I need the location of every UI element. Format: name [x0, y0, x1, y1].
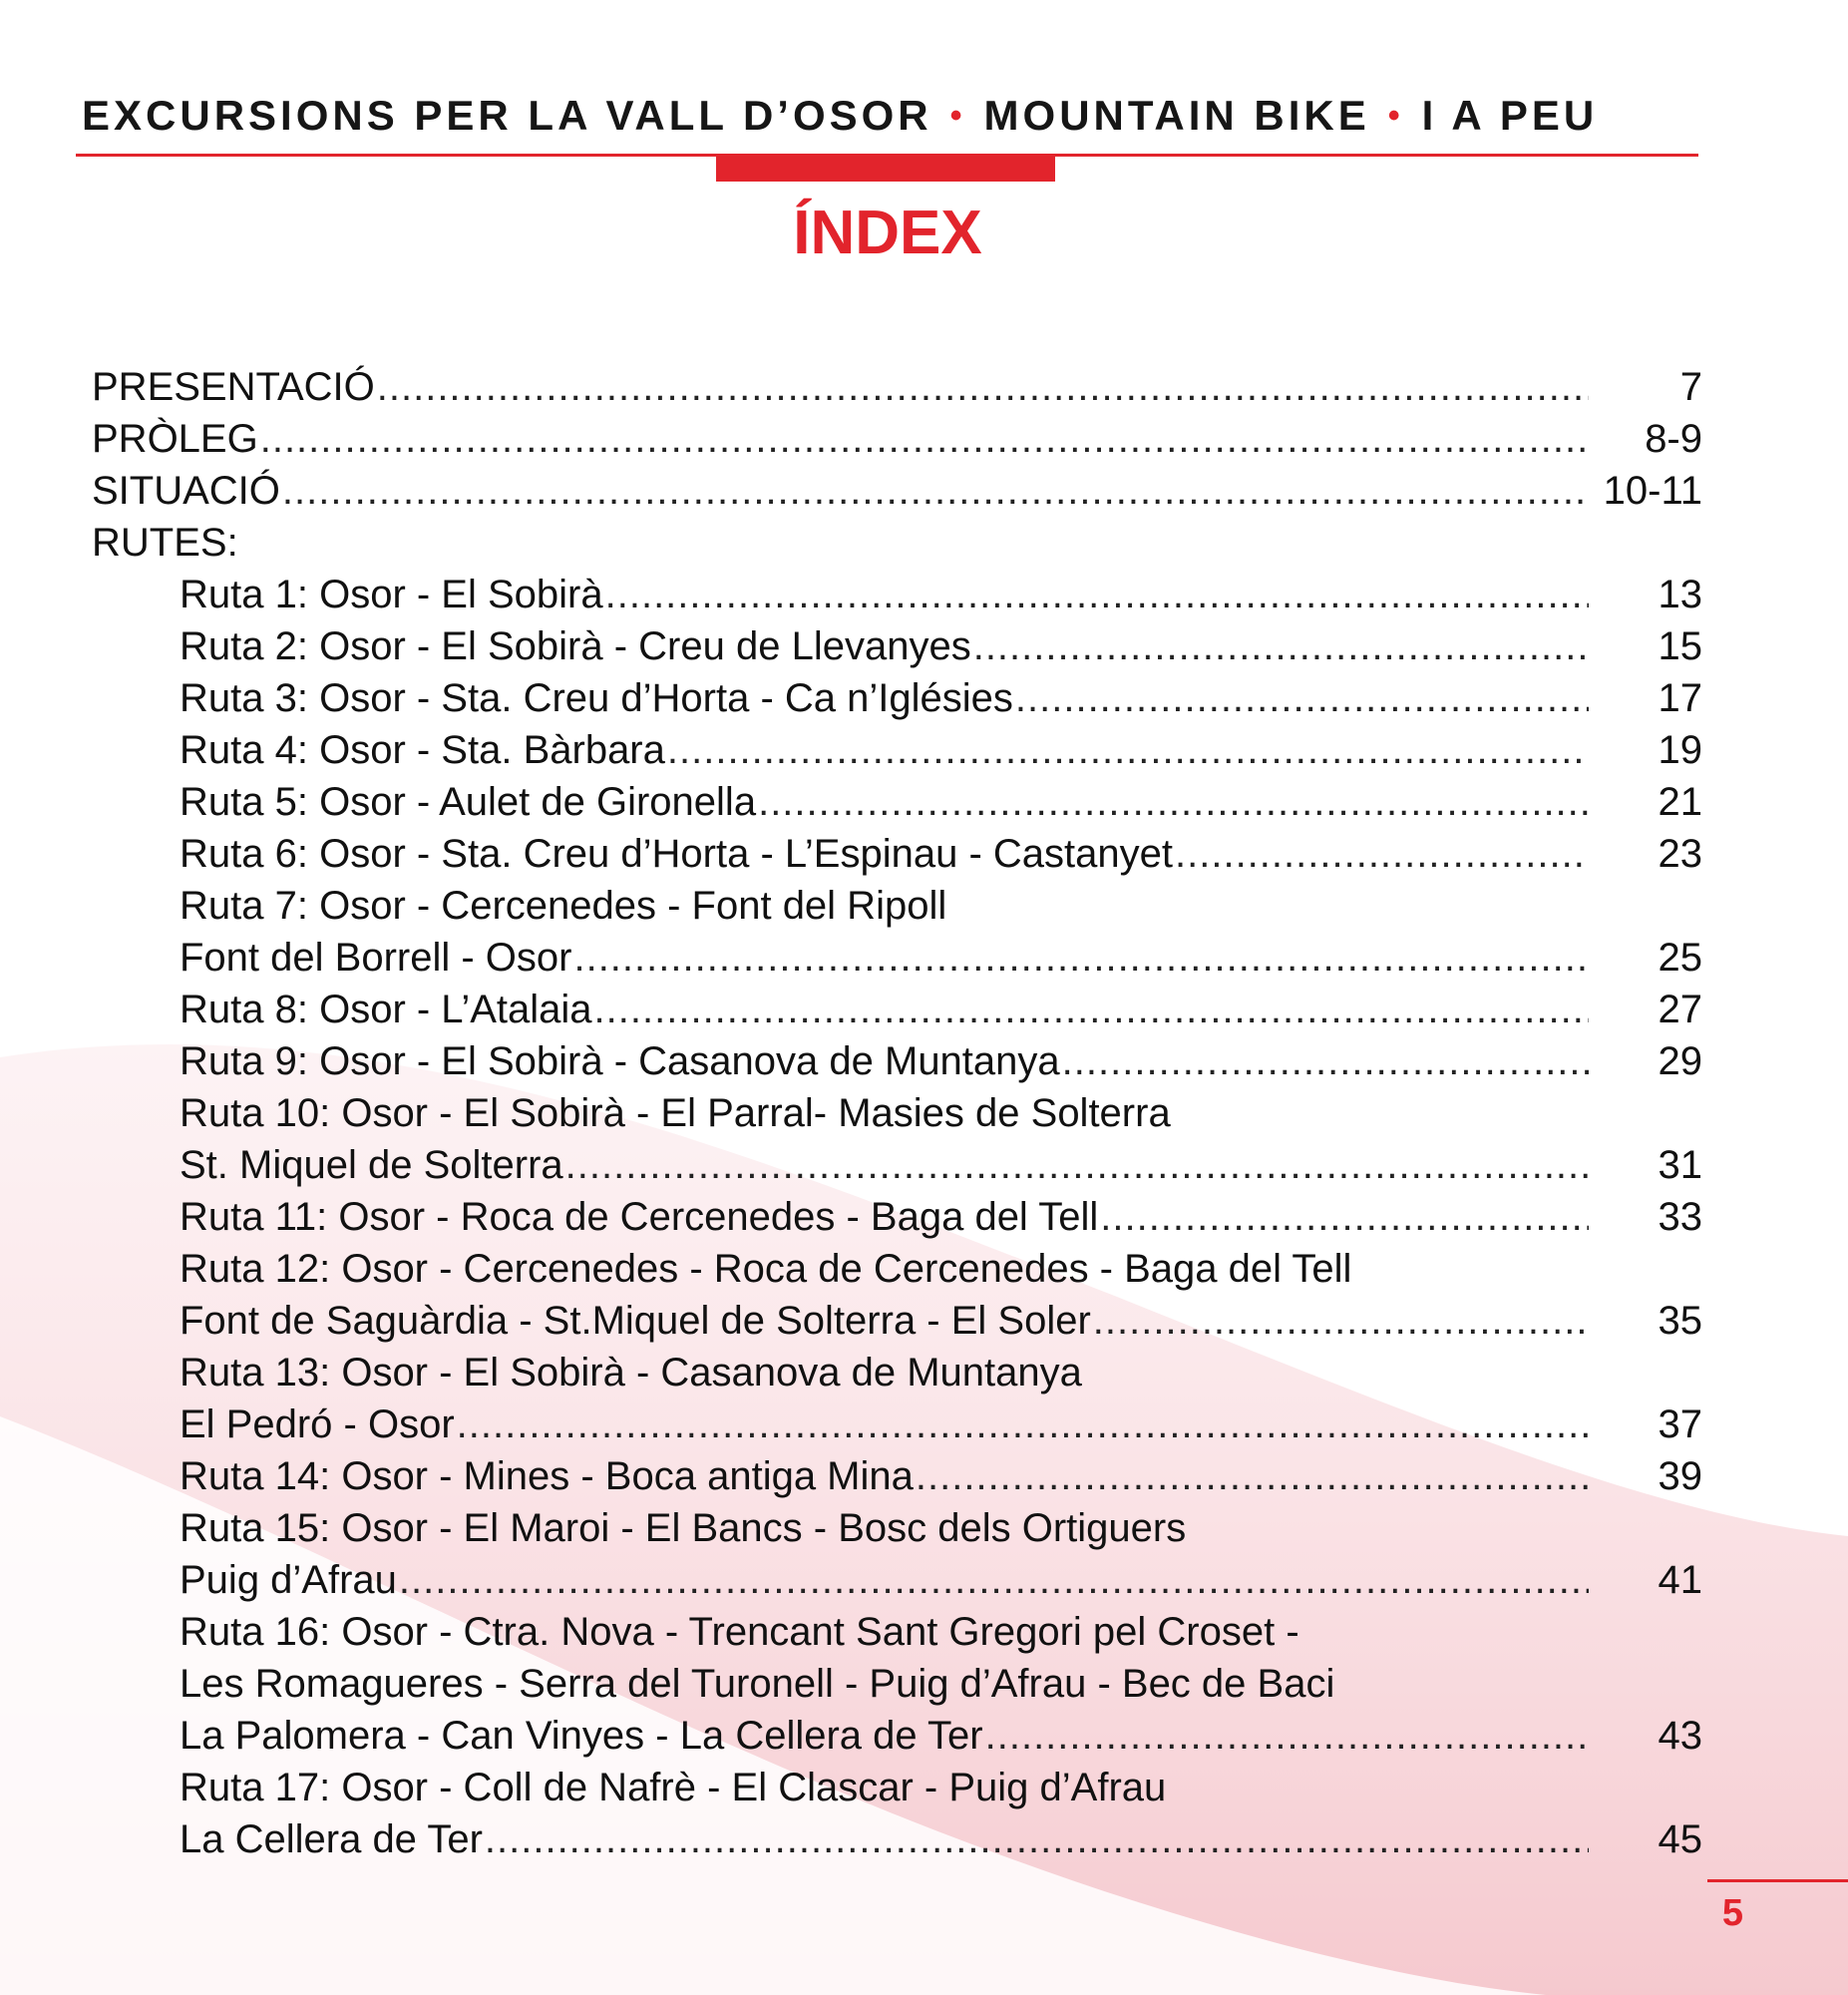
toc-leader: [985, 1710, 1589, 1762]
toc-entry[interactable]: [92, 1502, 1702, 1554]
toc-leader: [605, 569, 1589, 620]
toc-entry[interactable]: [92, 828, 1702, 880]
toc-leader: [260, 413, 1589, 465]
toc-entry[interactable]: [92, 1139, 1702, 1191]
toc-entry-label: RUTES:: [92, 521, 238, 565]
toc-leader: [916, 1450, 1589, 1502]
toc-entry[interactable]: [92, 672, 1702, 724]
toc-entry-label: La Palomera - Can Vinyes - La Cellera de Ter: [180, 1714, 983, 1758]
toc-entry-label: PRESENTACIÓ: [92, 365, 375, 409]
toc-entry-label: Puig d’Afrau: [180, 1558, 397, 1602]
toc-entry-page: 21: [1658, 780, 1702, 824]
toc-entry[interactable]: [92, 776, 1702, 828]
toc-entry[interactable]: [92, 1347, 1702, 1398]
toc-entry-label: SITUACIÓ: [92, 469, 280, 513]
table-of-contents: [92, 361, 1702, 1865]
toc-entry-label: Ruta 14: Osor - Mines - Boca antiga Mina: [180, 1454, 914, 1498]
toc-leader: [377, 361, 1589, 413]
toc-entry-page: 8-9: [1645, 417, 1702, 461]
toc-entry[interactable]: [92, 569, 1702, 620]
toc-entry-label: Ruta 3: Osor - Sta. Creu d’Horta - Ca n’Iglésies: [180, 676, 1013, 720]
toc-leader: [1100, 1191, 1589, 1243]
toc-entry-label: Ruta 4: Osor - Sta. Bàrbara: [180, 728, 665, 772]
toc-entry-page: 37: [1658, 1402, 1702, 1446]
header-part-1: EXCURSIONS PER LA VALL D’OSOR: [82, 92, 932, 139]
toc-entry[interactable]: [92, 1295, 1702, 1347]
toc-entry[interactable]: [92, 620, 1702, 672]
header-separator: •: [1387, 96, 1404, 135]
toc-entry-page: 35: [1658, 1299, 1702, 1343]
toc-entry-label: St. Miquel de Solterra: [180, 1143, 563, 1187]
toc-leader: [1015, 672, 1589, 724]
toc-entry-page: 25: [1658, 936, 1702, 980]
toc-entry-page: 41: [1658, 1558, 1702, 1602]
toc-entry-label: Ruta 11: Osor - Roca de Cercenedes - Baga del Tell: [180, 1195, 1099, 1239]
toc-entry-page: 33: [1658, 1195, 1702, 1239]
toc-section-heading: [92, 517, 1702, 569]
toc-entry[interactable]: [92, 1554, 1702, 1606]
toc-leader: [282, 465, 1589, 517]
header-tab: [716, 155, 1055, 182]
toc-entry-page: 15: [1658, 624, 1702, 668]
toc-entry-label: Font de Saguàrdia - St.Miquel de Solterra - El Soler: [180, 1299, 1091, 1343]
toc-entry-label: Ruta 9: Osor - El Sobirà - Casanova de Muntanya: [180, 1039, 1060, 1083]
toc-entry-label: Ruta 13: Osor - El Sobirà - Casanova de Muntanya: [180, 1351, 1082, 1395]
toc-entry-page: 7: [1679, 365, 1702, 409]
toc-entry-label: Ruta 2: Osor - El Sobirà - Creu de Llevanyes: [180, 624, 971, 668]
toc-entry-page: 45: [1658, 1817, 1702, 1861]
toc-leader: [1062, 1035, 1589, 1087]
page-title: ÍNDEX: [793, 199, 982, 267]
toc-entry-page: 27: [1658, 988, 1702, 1031]
toc-entry-label: Font del Borrell - Osor: [180, 936, 572, 980]
toc-entry[interactable]: [92, 1035, 1702, 1087]
toc-entry-page: 23: [1658, 832, 1702, 876]
header-separator: •: [949, 96, 966, 135]
toc-leader: [485, 1813, 1589, 1865]
toc-entry-page: 17: [1658, 676, 1702, 720]
toc-entry-label: Les Romagueres - Serra del Turonell - Puig d’Afrau - Bec de Baci: [180, 1662, 1335, 1706]
toc-entry-label: Ruta 15: Osor - El Maroi - El Bancs - Bosc dels Ortiguers: [180, 1506, 1187, 1550]
footer-rule: [1707, 1879, 1848, 1882]
toc-entry[interactable]: [92, 984, 1702, 1035]
toc-entry-label: La Cellera de Ter: [180, 1817, 483, 1861]
toc-entry-label: Ruta 1: Osor - El Sobirà: [180, 573, 603, 616]
toc-leader: [1175, 828, 1589, 880]
toc-entry-page: 19: [1658, 728, 1702, 772]
toc-entry[interactable]: [92, 1606, 1702, 1658]
toc-entry[interactable]: [92, 1762, 1702, 1813]
toc-entry-page: 43: [1658, 1714, 1702, 1758]
toc-entry[interactable]: [92, 1710, 1702, 1762]
toc-leader: [667, 724, 1589, 776]
header-part-2: MOUNTAIN BIKE: [983, 92, 1370, 139]
toc-entry-label: Ruta 5: Osor - Aulet de Gironella: [180, 780, 757, 824]
toc-entry-label: Ruta 6: Osor - Sta. Creu d’Horta - L’Espinau - Castanyet: [180, 832, 1173, 876]
toc-entry-label: Ruta 7: Osor - Cercenedes - Font del Ripoll: [180, 884, 947, 928]
toc-leader: [973, 620, 1589, 672]
header-title: [82, 92, 1697, 140]
toc-entry-page: 39: [1658, 1454, 1702, 1498]
toc-entry-label: PRÒLEG: [92, 417, 258, 461]
toc-leader: [758, 776, 1589, 828]
toc-entry[interactable]: [92, 880, 1702, 932]
toc-entry-label: Ruta 10: Osor - El Sobirà - El Parral- Masies de Solterra: [180, 1091, 1171, 1135]
toc-entry-page: 31: [1658, 1143, 1702, 1187]
toc-entry[interactable]: [92, 465, 1702, 517]
toc-entry[interactable]: [92, 1813, 1702, 1865]
toc-entry-page: 10-11: [1603, 469, 1702, 513]
toc-leader: [1093, 1295, 1589, 1347]
toc-entry[interactable]: [92, 361, 1702, 413]
toc-entry[interactable]: [92, 1191, 1702, 1243]
toc-entry-page: 13: [1658, 573, 1702, 616]
toc-entry[interactable]: [92, 413, 1702, 465]
toc-entry[interactable]: [92, 1243, 1702, 1295]
toc-entry-label: Ruta 12: Osor - Cercenedes - Roca de Cercenedes - Baga del Tell: [180, 1247, 1352, 1291]
toc-entry-page: 29: [1658, 1039, 1702, 1083]
toc-leader: [573, 932, 1589, 984]
toc-entry[interactable]: [92, 932, 1702, 984]
toc-leader: [457, 1398, 1589, 1450]
toc-entry-label: El Pedró - Osor: [180, 1402, 455, 1446]
toc-entry-label: Ruta 17: Osor - Coll de Nafrè - El Clascar - Puig d’Afrau: [180, 1766, 1167, 1809]
header-part-3: I A PEU: [1421, 92, 1599, 139]
toc-leader: [594, 984, 1589, 1035]
toc-entry[interactable]: [92, 1087, 1702, 1139]
page-number: 5: [1721, 1892, 1743, 1934]
toc-entry[interactable]: [92, 724, 1702, 776]
toc-entry-label: Ruta 16: Osor - Ctra. Nova - Trencant Sant Gregori pel Croset -: [180, 1610, 1299, 1654]
toc-leader: [399, 1554, 1589, 1606]
toc-entry[interactable]: [92, 1658, 1702, 1710]
toc-entry[interactable]: [92, 1398, 1702, 1450]
toc-leader: [565, 1139, 1589, 1191]
toc-entry[interactable]: [92, 1450, 1702, 1502]
toc-entry-label: Ruta 8: Osor - L’Atalaia: [180, 988, 592, 1031]
